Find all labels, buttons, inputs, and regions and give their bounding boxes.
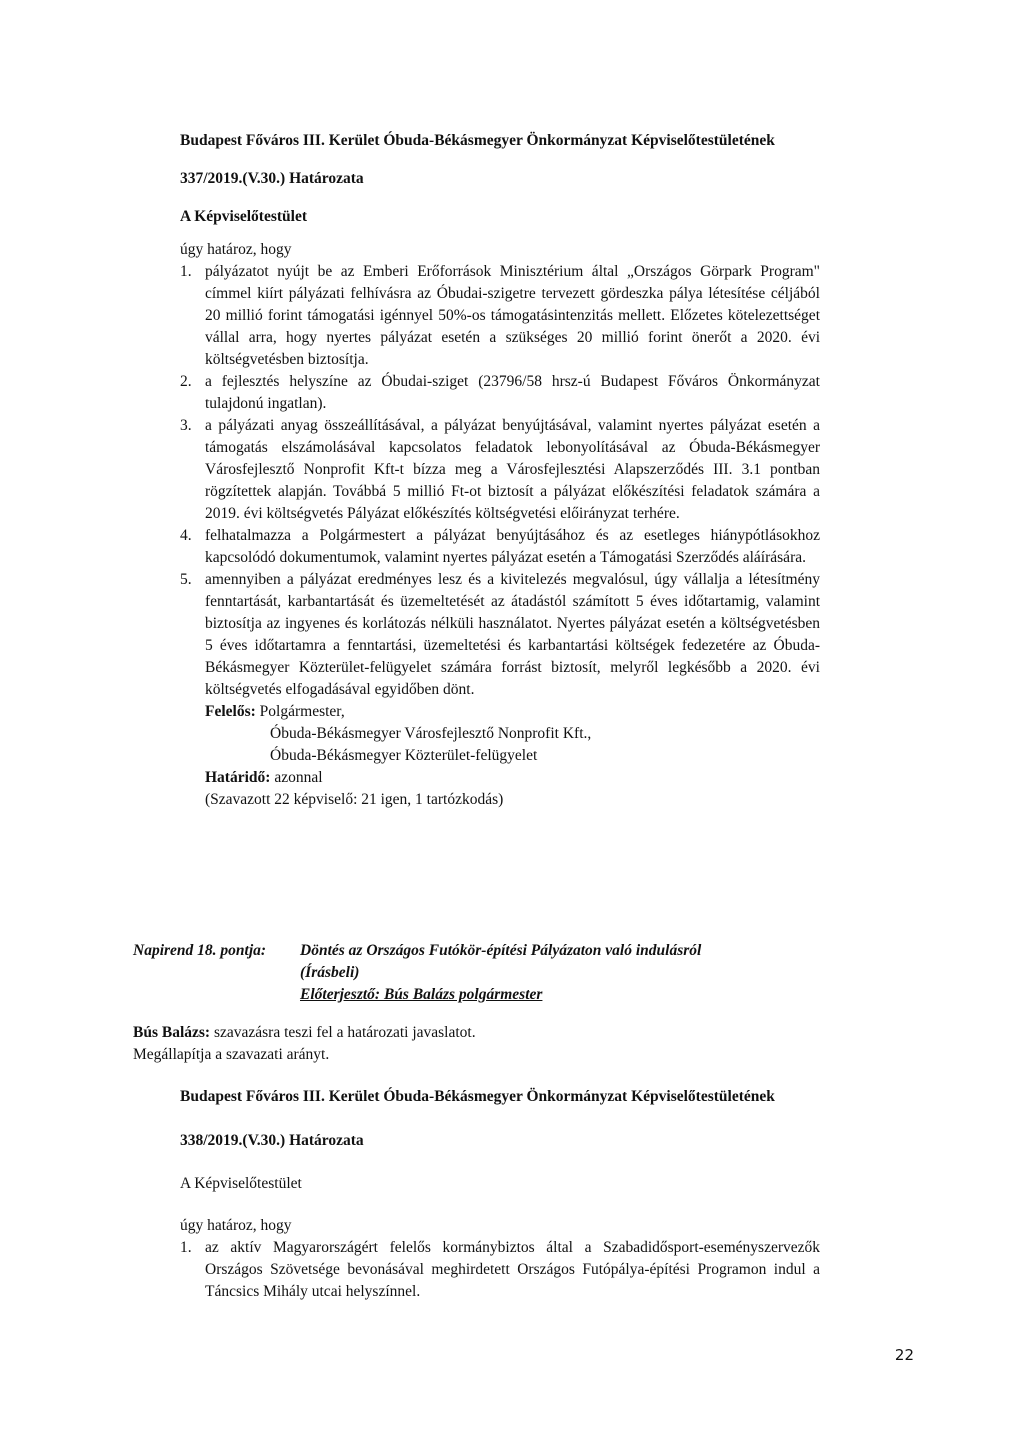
resolution-items: [180, 1237, 820, 1303]
speaker-text: szavazásra teszi fel a határozati javaslatot.: [213, 1024, 476, 1041]
resolution-item: [180, 261, 820, 371]
discussion-block: [133, 1022, 833, 1066]
resolution-header: Budapest Főváros III. Kerület Óbuda-Békásmegyer Önkormányzat Képviselőtestületének: [180, 1088, 775, 1105]
item-number: 1.: [180, 263, 192, 280]
speaker-name: Bús Balázs:: [133, 1024, 211, 1041]
resolution-number: 337/2019.(V.30.) Határozata: [180, 170, 364, 187]
responsible-block: [180, 701, 820, 811]
item-text: a fejlesztés helyszíne az Óbudai-sziget (23796/58 hrsz-ú Budapest Főváros Önkormányzat tulajdonú ingatlan).: [205, 373, 820, 412]
responsible-label: Felelős:: [205, 703, 256, 720]
item-number: 4.: [180, 527, 192, 544]
item-number: 5.: [180, 571, 192, 588]
discussion-note: Megállapítja a szavazati arányt.: [133, 1046, 330, 1063]
resolution-number: 338/2019.(V.30.) Határozata: [180, 1132, 364, 1149]
page-number: 22: [894, 1346, 914, 1364]
agenda-label: Napirend 18. pontja:: [133, 942, 267, 959]
agenda-block: [133, 940, 833, 1006]
responsible-value: Óbuda-Békásmegyer Városfejlesztő Nonprofit Kft.,: [270, 725, 592, 742]
resolution-body: A Képviselőtestület: [180, 1175, 302, 1192]
resolution-items: [180, 261, 820, 811]
resolution-body: A Képviselőtestület: [180, 208, 307, 225]
item-text: pályázatot nyújt be az Emberi Erőforrások Minisztérium által „Országos Görpark Program" címmel kiírt pályázati felhívásra az Óbudai-szigetre tervezett gördeszka pálya létesítése céljából 20 millió forint támogatási igénnyel 50%-os támogatásintenzitás mellett. Előzetes kötelezettséget vállal arra, hogy nyertes pályázat esetén a szükséges 20 millió forint önerőt a 2020. évi költségvetésben biztosítja.: [205, 263, 820, 368]
agenda-title: Döntés az Országos Futókör-építési Pályázaton való indulásról: [300, 942, 702, 959]
item-number: 3.: [180, 417, 192, 434]
item-text: az aktív Magyarországért felelős kormánybiztos által a Szabadidősport-eseményszervezők Országos Szövetsége bevonásával meghirdetett Országos Futópálya-építési Programon indul a Táncsics Mihály utcai helyszínnel.: [205, 1239, 820, 1300]
resolution-item: [180, 415, 820, 525]
item-text: felhatalmazza a Polgármestert a pályázat benyújtásához és az esetleges hiánypótlásokhoz kapcsolódó dokumentumok, valamint nyertes pályázat esetén a Támogatási Szerződés aláírására.: [205, 527, 820, 566]
resolution-item: [180, 371, 820, 415]
resolution-intro: úgy határoz, hogy: [180, 1217, 292, 1234]
agenda-presenter: Előterjesztő: Bús Balázs polgármester: [300, 986, 543, 1003]
resolution-item: [180, 525, 820, 569]
deadline-value: azonnal: [274, 769, 323, 786]
item-number: 1.: [180, 1239, 192, 1256]
vote-result: (Szavazott 22 képviselő: 21 igen, 1 tartózkodás): [205, 791, 504, 808]
item-text: amennyiben a pályázat eredményes lesz és a kivitelezés megvalósul, úgy vállalja a létesítmény fenntartását, karbantartását és üzemeltetését az átadástól számított 5 éves időtartamig, valamint biztosítja az ingyenes és korlátozás nélküli használatot. Nyertes pályázat esetén a költségvetésben 5 éves időtartamra a fenntartási, üzemeltetési és karbantartási költségek fedezetére az Óbuda-Békásmegyer Közterület-felügyelet számára forrást biztosít, melyről legkésőbb a 2020. évi költségvetés elfogadásával egyidőben dönt.: [205, 571, 820, 698]
item-text: a pályázati anyag összeállításával, a pályázat benyújtásával, valamint nyertes pályázat esetén a támogatás elszámolásával kapcsolatos feladatok lebonyolításával az Óbuda-Békásmegyer Városfejlesztő Nonprofit Kft-t bízza meg a Városfejlesztési Alapszerződés III. 3.1 pontban rögzítettek alapján. Továbbá 5 millió Ft-ot biztosít a pályázat előkészítési feladatok számára a 2019. évi költségvetés Pályázat előkészítés költségvetési előirányzat terhére.: [205, 417, 820, 522]
agenda-kind: (Írásbeli): [300, 964, 360, 981]
deadline-label: Határidő:: [205, 769, 271, 786]
resolution-item: [180, 1237, 820, 1303]
resolution-header: Budapest Főváros III. Kerület Óbuda-Békásmegyer Önkormányzat Képviselőtestületének: [180, 132, 775, 149]
resolution-item: [180, 569, 820, 701]
responsible-value: Óbuda-Békásmegyer Közterület-felügyelet: [270, 747, 538, 764]
item-number: 2.: [180, 373, 192, 390]
resolution-intro: úgy határoz, hogy: [180, 241, 292, 258]
responsible-value: Polgármester,: [259, 703, 345, 720]
